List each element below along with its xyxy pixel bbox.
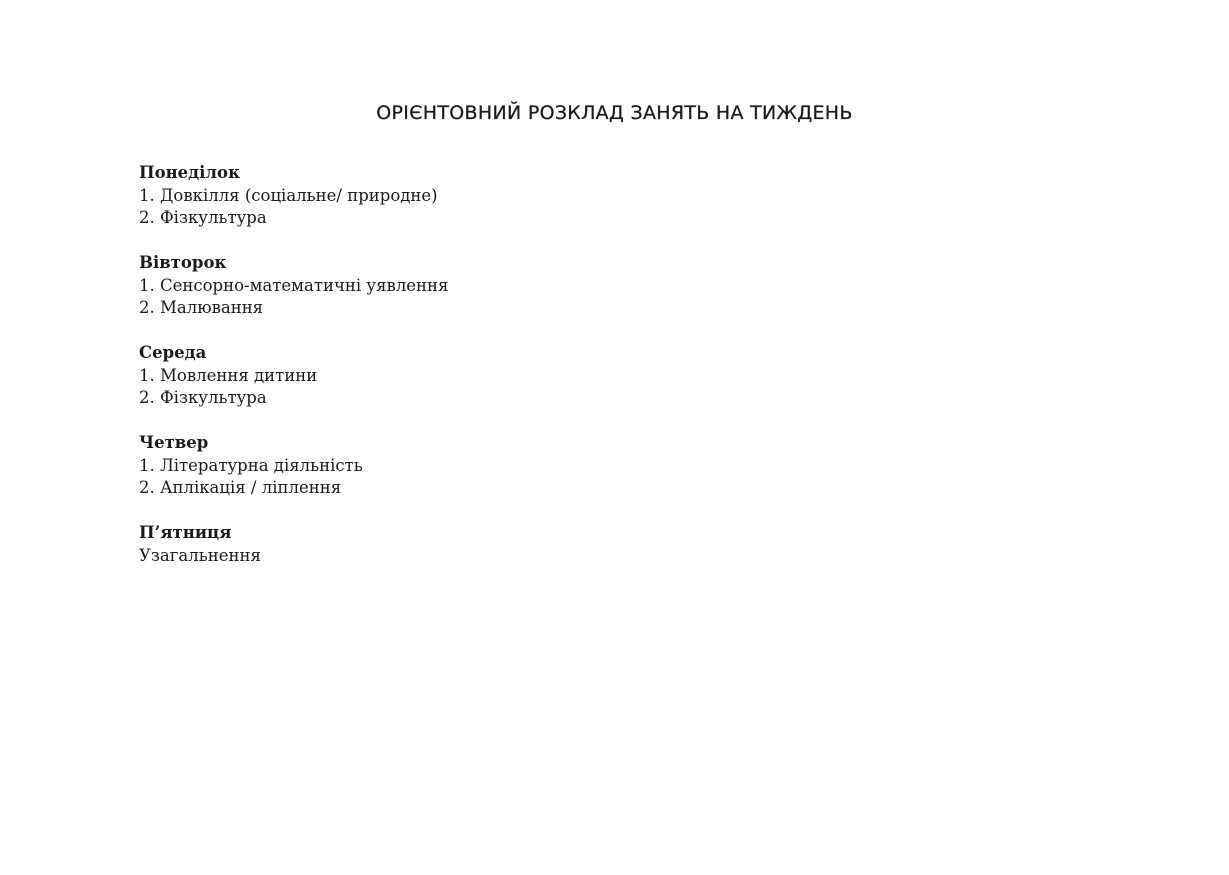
lesson-item: 1. Сенсорно-математичні уявлення [139,275,449,295]
lesson-item: 2. Малювання [139,298,264,317]
day-heading-wednesday: Середа [139,343,207,362]
day-heading-thursday: Четвер [139,433,209,452]
page-title: ОРІЄНТОВНИЙ РОЗКЛАД ЗАНЯТЬ НА ТИЖДЕНЬ [376,102,853,124]
day-block-tuesday [139,252,448,320]
day-block-monday [139,162,448,230]
lesson-item: 1. Мовлення дитини [139,365,318,385]
lesson-item: 2. Фізкультура [139,208,267,227]
lesson-item: Узагальнення [139,545,261,565]
weekly-schedule [139,162,448,590]
lesson-item: 1. Літературна діяльність [139,455,363,475]
day-block-friday [139,522,448,567]
lesson-item: 1. Довкілля (соціальне/ природне) [139,185,438,205]
day-block-wednesday [139,342,448,410]
lesson-item: 2. Аплікація / ліплення [139,478,342,497]
day-block-thursday [139,432,448,500]
day-heading-friday: П’ятниця [139,523,232,542]
lesson-item: 2. Фізкультура [139,388,267,407]
day-heading-monday: Понеділок [139,163,240,182]
day-heading-tuesday: Вівторок [139,253,227,272]
